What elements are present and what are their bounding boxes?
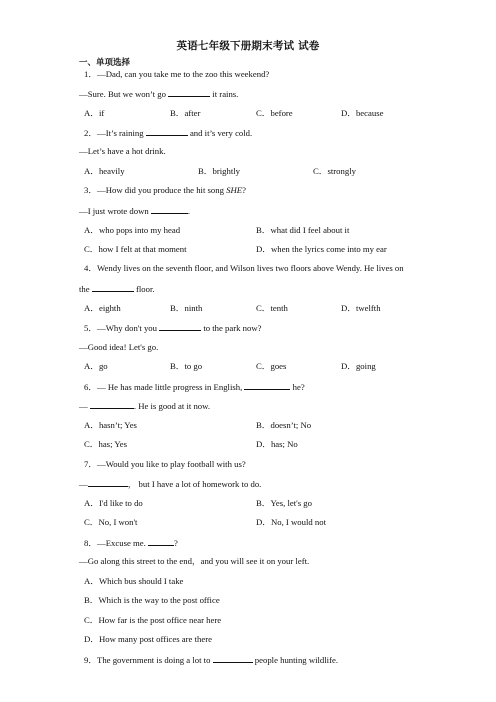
question-8-option-d: D．How many post offices are there bbox=[84, 634, 212, 644]
question-7-option-a: A．I'd like to do bbox=[84, 498, 143, 508]
question-2-option-c: C．strongly bbox=[313, 166, 356, 176]
question-3-option-d: D．when the lyrics come into my ear bbox=[256, 244, 387, 254]
answer-blank bbox=[244, 381, 290, 390]
question-5-option-a: A．go bbox=[84, 361, 108, 371]
question-8-option-b: B．Which is the way to the post office bbox=[84, 595, 220, 605]
question-1-option-a: A．if bbox=[84, 108, 105, 118]
question-4-text: 4．Wendy lives on the seventh floor, and Wilson lives two floors above Wendy. He lives on bbox=[84, 263, 404, 273]
question-3-option-a: A．who pops into my head bbox=[84, 225, 181, 235]
question-6-option-a: A．hasn’t; Yes bbox=[84, 420, 137, 430]
question-6-text: 6．— He has made little progress in English, he? bbox=[84, 382, 305, 392]
question-3-text-2: —I just wrote down . bbox=[79, 206, 191, 216]
question-8-option-c: C．How far is the post office near here bbox=[84, 615, 222, 625]
question-4-option-c: C．tenth bbox=[256, 303, 288, 313]
question-3-option-c: C．how I felt at that moment bbox=[84, 244, 187, 254]
question-3-option-b: B．what did I feel about it bbox=[256, 225, 350, 235]
page-title: 英语七年级下册期末考试 试卷 bbox=[176, 40, 320, 52]
answer-blank bbox=[168, 88, 210, 97]
question-8-text: 8．—Excuse me. ? bbox=[84, 538, 178, 548]
question-2-option-a: A．heavily bbox=[84, 166, 125, 176]
question-9-text: 9．The government is doing a lot to people hunting wildlife. bbox=[84, 655, 339, 665]
question-7-text-2: — ， but I have a lot of homework to do. bbox=[79, 479, 262, 489]
question-5-text-2: —Good idea! Let's go. bbox=[79, 342, 159, 352]
question-4-option-d: D．twelfth bbox=[341, 303, 381, 313]
answer-blank bbox=[88, 478, 128, 487]
question-8-option-a: A．Which bus should I take bbox=[84, 576, 184, 586]
answer-blank bbox=[151, 205, 188, 214]
question-2-option-b: B．brightly bbox=[198, 166, 240, 176]
question-1-option-d: D．because bbox=[341, 108, 384, 118]
question-5-text: 5．—Why don't you to the park now? bbox=[84, 323, 262, 333]
answer-blank bbox=[146, 127, 188, 136]
question-2-text-2: —Let’s have a hot drink. bbox=[79, 146, 166, 156]
question-6-text-2: — . He is good at it now. bbox=[79, 401, 211, 411]
question-6-option-c: C．has; Yes bbox=[84, 439, 127, 449]
answer-blank bbox=[90, 400, 134, 409]
answer-blank bbox=[92, 283, 134, 292]
question-5-option-c: C．goes bbox=[256, 361, 287, 371]
question-7-option-b: B．Yes, let's go bbox=[256, 498, 312, 508]
question-8-text-2: —Go along this street to the end，and you will see it on your left. bbox=[79, 556, 310, 566]
question-6-option-d: D．has; No bbox=[256, 439, 298, 449]
question-2-text: 2．—It’s raining and it’s very cold. bbox=[84, 128, 253, 138]
question-7-text: 7．—Would you like to play football with us? bbox=[84, 459, 246, 469]
question-4-option-b: B．ninth bbox=[170, 303, 203, 313]
answer-blank bbox=[213, 654, 253, 663]
question-4-option-a: A．eighth bbox=[84, 303, 121, 313]
question-7-option-d: D．No, I would not bbox=[256, 517, 326, 527]
question-4-text-2: the floor. bbox=[79, 284, 155, 294]
question-6-option-b: B．doesn’t; No bbox=[256, 420, 312, 430]
section-heading: 一、单项选择 bbox=[79, 58, 131, 68]
question-1-text: 1．—Dad, can you take me to the zoo this weekend? bbox=[84, 69, 270, 79]
question-7-option-c: C．No, I won't bbox=[84, 517, 138, 527]
question-5-option-d: D．going bbox=[341, 361, 376, 371]
question-1-text-2: —Sure. But we won’t go it rains. bbox=[79, 89, 239, 99]
answer-blank bbox=[148, 537, 174, 546]
question-1-option-b: B．after bbox=[170, 108, 201, 118]
answer-blank bbox=[159, 322, 201, 331]
question-3-text: 3．—How did you produce the hit song SHE? bbox=[84, 185, 246, 195]
question-5-option-b: B．to go bbox=[170, 361, 203, 371]
question-1-option-c: C．before bbox=[256, 108, 293, 118]
